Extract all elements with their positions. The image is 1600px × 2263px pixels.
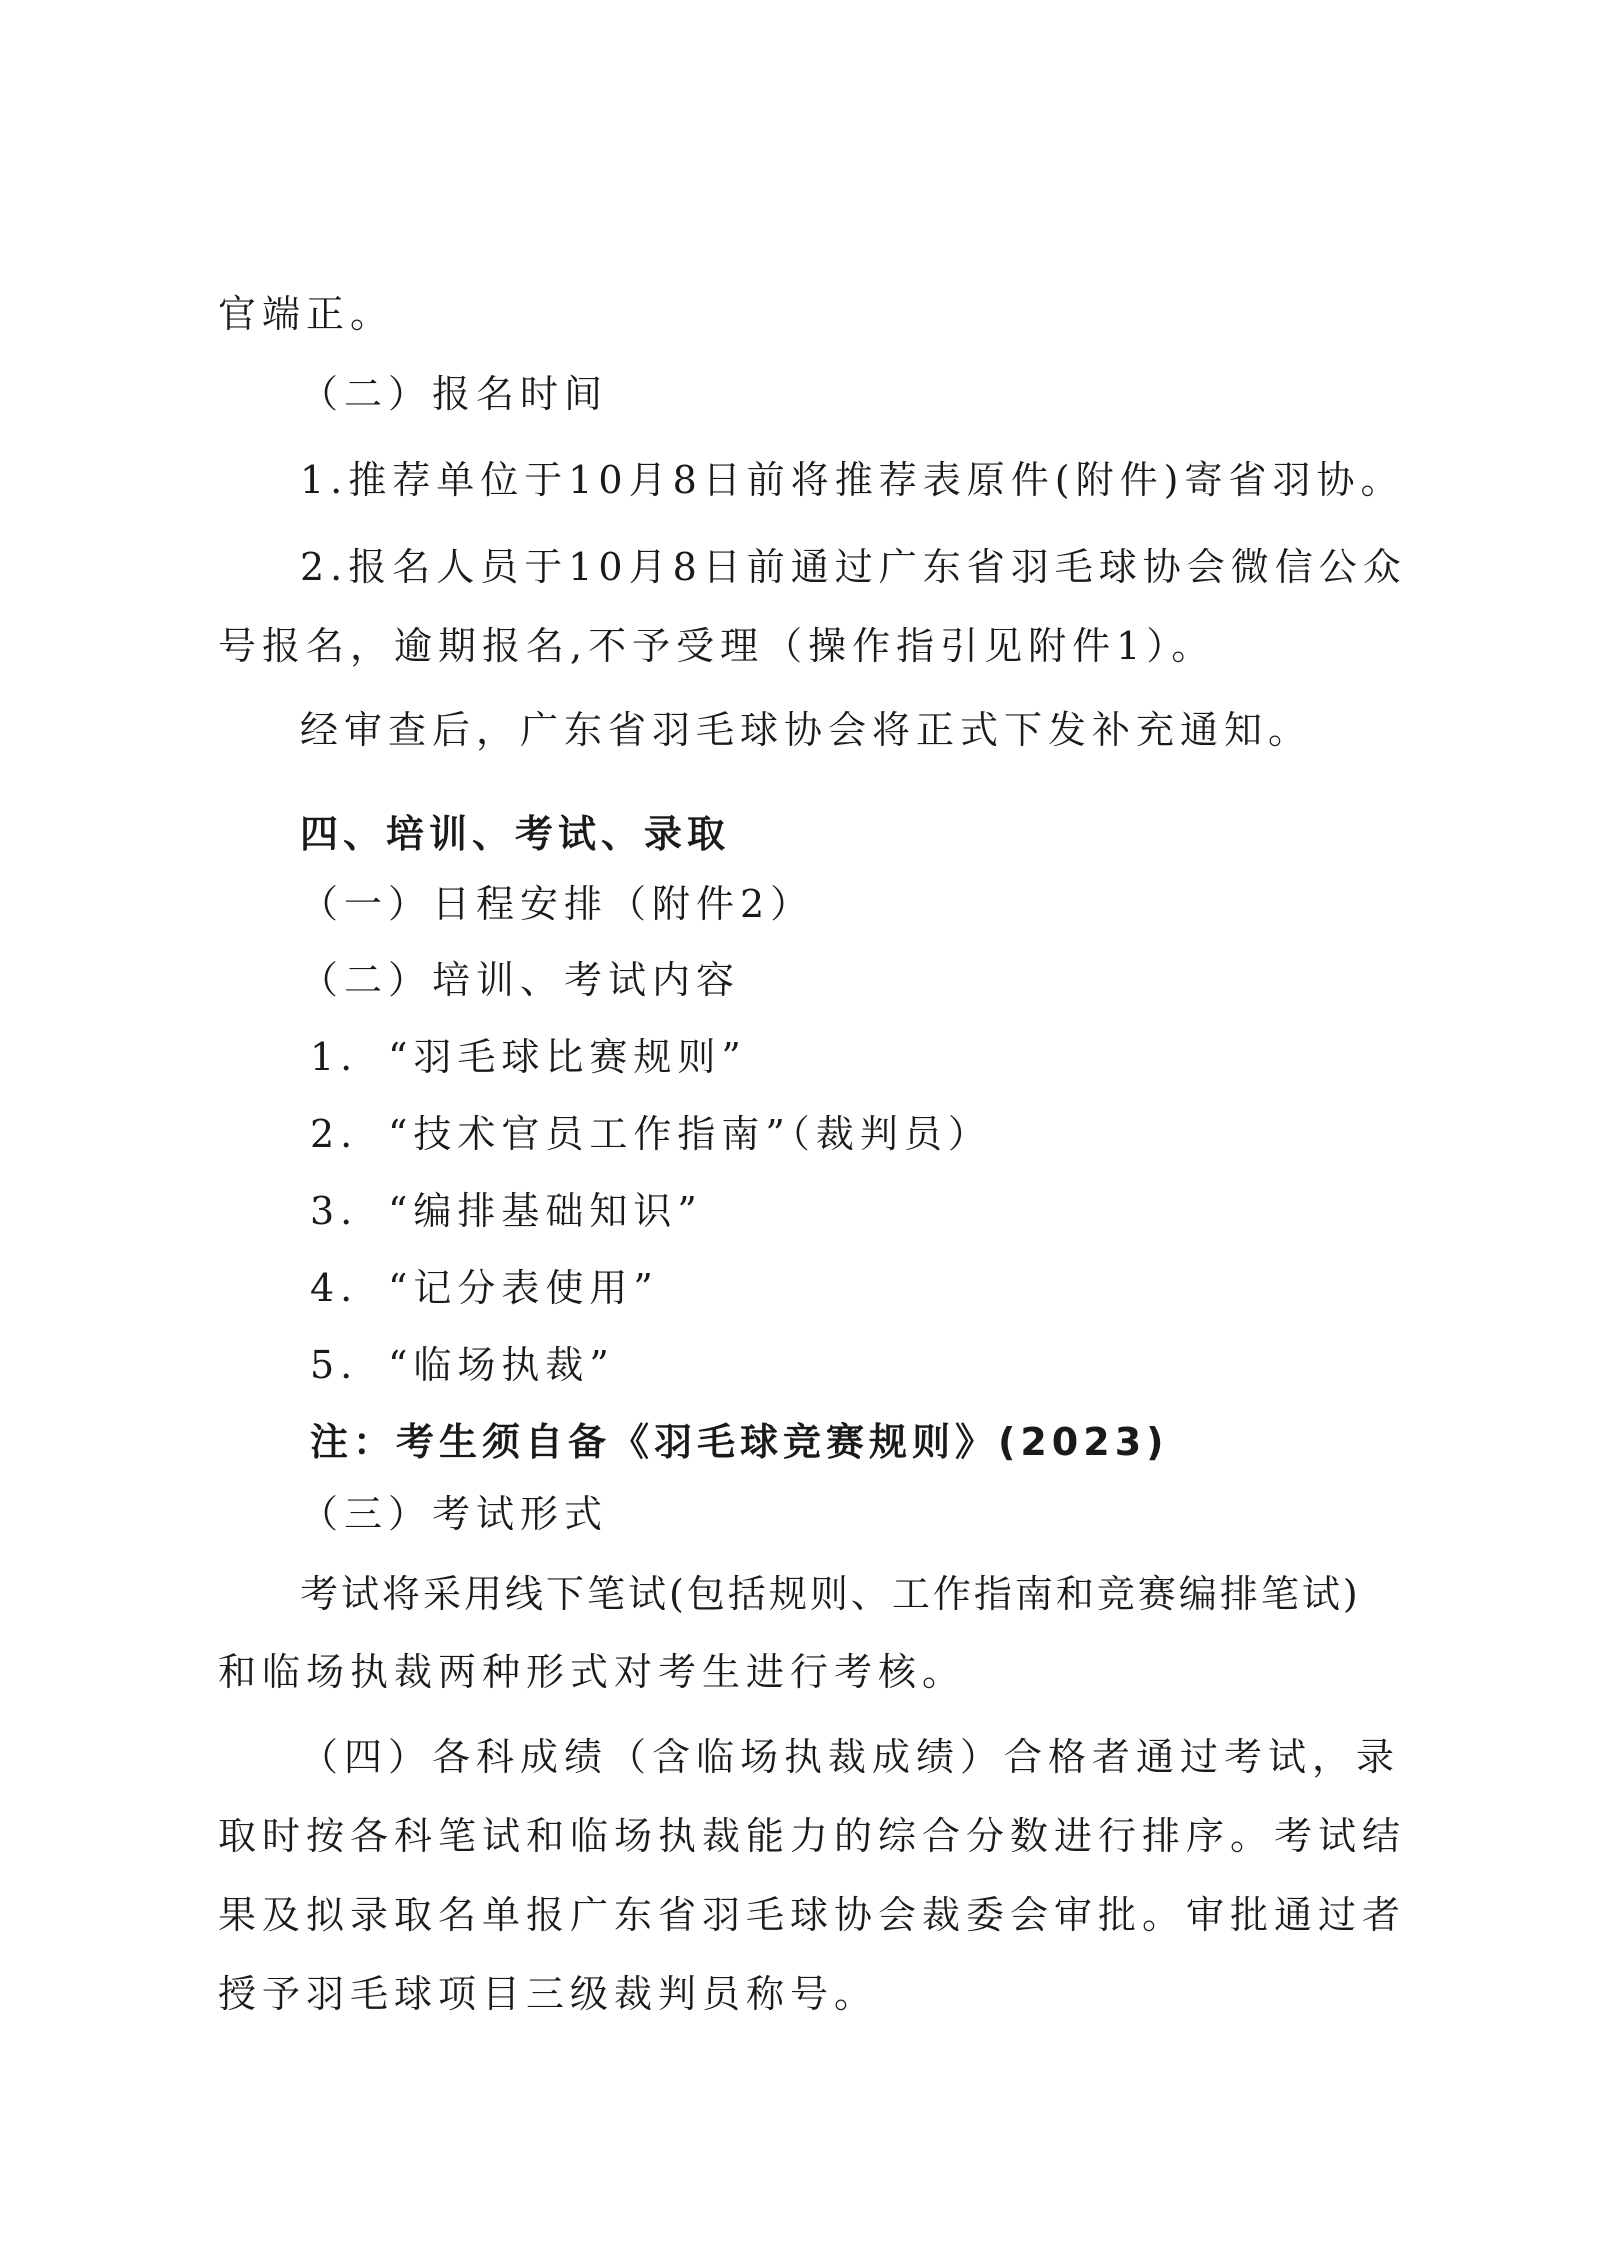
paragraph-line: 考试将采用线下笔试(包括规则、工作指南和竞赛编排笔试) xyxy=(300,1572,1361,1616)
paragraph-line: 2.报名人员于10月8日前通过广东省羽毛球协会微信公众 xyxy=(300,545,1407,589)
note-line: 注：考生须自备《羽毛球竞赛规则》(2023) xyxy=(310,1420,1169,1464)
subsection-heading-registration-time: （二）报名时间 xyxy=(300,372,609,416)
paragraph-line: 经审查后，广东省羽毛球协会将正式下发补充通知。 xyxy=(300,708,1313,752)
subsection-heading-content: （二）培训、考试内容 xyxy=(300,958,741,1002)
list-item-text: “临场执裁” xyxy=(388,1343,615,1387)
list-item xyxy=(310,1187,703,1235)
list-item-number: 3. xyxy=(310,1189,359,1233)
section-heading-training-exam: 四、培训、考试、录取 xyxy=(300,812,731,856)
list-item xyxy=(310,1110,992,1158)
subsection-heading-schedule: （一）日程安排（附件2） xyxy=(300,882,815,926)
list-item-text: “记分表使用” xyxy=(388,1266,659,1310)
paragraph-line: 授予羽毛球项目三级裁判员称号。 xyxy=(218,1972,879,2016)
list-item-text: “技术官员工作指南”（裁判员） xyxy=(388,1112,992,1156)
list-item-text: “羽毛球比赛规则” xyxy=(388,1035,747,1079)
list-item-number: 4. xyxy=(310,1266,359,1310)
paragraph-line: 取时按各科笔试和临场执裁能力的综合分数进行排序。考试结 xyxy=(218,1814,1407,1858)
paragraph-line: 1.推荐单位于10月8日前将推荐表原件(附件)寄省羽协。 xyxy=(300,458,1405,502)
list-item xyxy=(310,1264,659,1312)
list-item-number: 2. xyxy=(310,1112,359,1156)
list-item xyxy=(310,1341,615,1389)
subsection-heading-exam-format: （三）考试形式 xyxy=(300,1492,609,1536)
paragraph-line: 和临场执裁两种形式对考生进行考核。 xyxy=(218,1650,967,1694)
paragraph-line: 号报名，逾期报名,不予受理（操作指引见附件1）。 xyxy=(218,624,1216,668)
list-item-number: 5. xyxy=(310,1343,359,1387)
list-item-number: 1. xyxy=(310,1035,359,1079)
list-item-text: “编排基础知识” xyxy=(388,1189,703,1233)
paragraph-line: 果及拟录取名单报广东省羽毛球协会裁委会审批。审批通过者 xyxy=(218,1893,1407,1937)
paragraph-line: （四）各科成绩（含临场执裁成绩）合格者通过考试，录 xyxy=(300,1735,1401,1779)
paragraph-line: 官端正。 xyxy=(218,292,395,336)
list-item xyxy=(310,1033,747,1081)
